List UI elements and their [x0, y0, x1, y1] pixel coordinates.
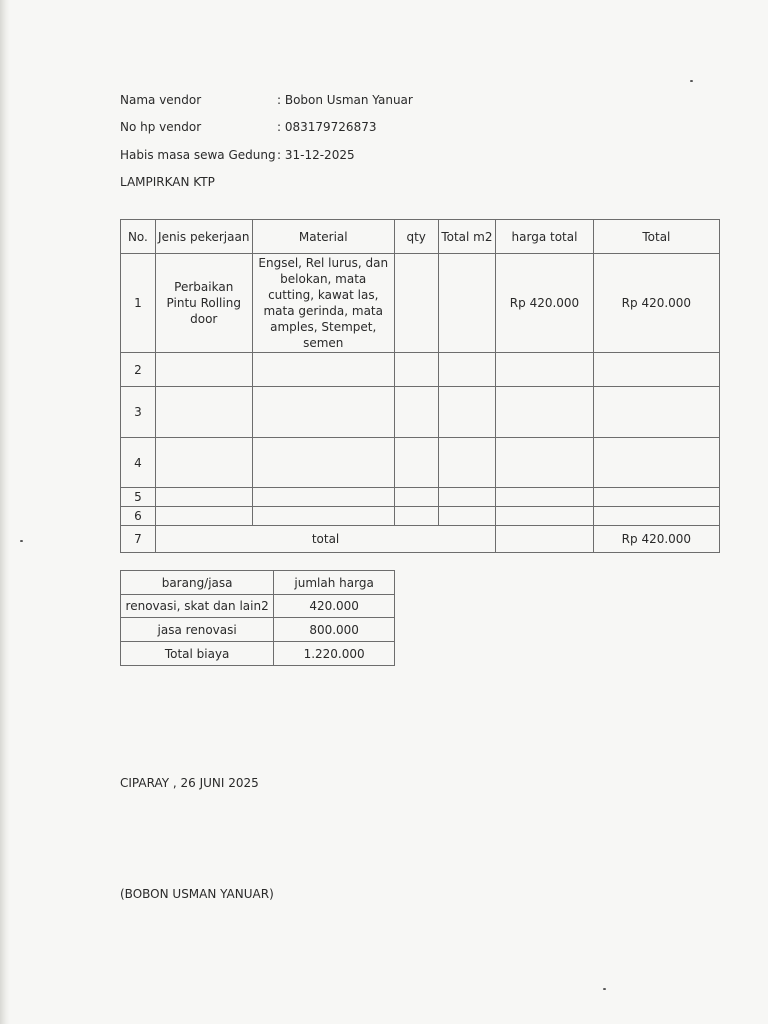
- row-jenis: [155, 438, 252, 488]
- row-m2: [438, 488, 496, 507]
- scan-edge-shadow: [0, 0, 10, 1024]
- place-date: CIPARAY , 26 JUNI 2025: [120, 776, 259, 790]
- row-material: [252, 353, 394, 387]
- vendor-name-value: : Bobon Usman Yanuar: [277, 93, 413, 107]
- table-header-row: [121, 220, 720, 254]
- row-harga: [496, 387, 594, 438]
- signatory-name: (BOBON USMAN YANUAR): [120, 887, 274, 901]
- table-row: [121, 507, 720, 526]
- vendor-phone-label: No hp vendor: [120, 120, 202, 134]
- summary-row: [121, 642, 395, 666]
- row-no: 2: [121, 353, 156, 387]
- row-no: 3: [121, 387, 156, 438]
- row-jenis: Perbaikan Pintu Rolling door: [155, 254, 252, 353]
- row-jenis: [155, 353, 252, 387]
- vendor-phone-value: : 083179726873: [277, 120, 377, 134]
- total-row-no: 7: [121, 526, 156, 553]
- row-qty: [394, 254, 438, 353]
- table-row: [121, 387, 720, 438]
- row-material: [252, 438, 394, 488]
- header-total-m2: Total m2: [438, 220, 496, 254]
- header-harga-total: harga total: [496, 220, 594, 254]
- row-qty: [394, 438, 438, 488]
- table-row: [121, 488, 720, 507]
- header-jenis: Jenis pekerjaan: [155, 220, 252, 254]
- summary-row: [121, 618, 395, 642]
- row-qty: [394, 488, 438, 507]
- summary-item: Total biaya: [121, 642, 274, 666]
- row-harga: [496, 488, 594, 507]
- header-no: No.: [121, 220, 156, 254]
- row-jenis: [155, 387, 252, 438]
- scan-speck: [603, 988, 606, 990]
- attachment-note: LAMPIRKAN KTP: [120, 175, 215, 189]
- header-material: Material: [252, 220, 394, 254]
- row-no: 1: [121, 254, 156, 353]
- summary-row: [121, 595, 395, 618]
- row-total: [593, 353, 719, 387]
- row-qty: [394, 387, 438, 438]
- row-m2: [438, 353, 496, 387]
- row-no: 6: [121, 507, 156, 526]
- row-material: [252, 488, 394, 507]
- total-row-label: total: [155, 526, 495, 553]
- row-harga: [496, 438, 594, 488]
- total-row-harga: [496, 526, 594, 553]
- table-row: [121, 438, 720, 488]
- summary-header-amount: jumlah harga: [274, 571, 395, 595]
- row-material: [252, 507, 394, 526]
- row-harga: Rp 420.000: [496, 254, 594, 353]
- row-m2: [438, 438, 496, 488]
- row-total: [593, 387, 719, 438]
- summary-item: jasa renovasi: [121, 618, 274, 642]
- vendor-name-label: Nama vendor: [120, 93, 202, 107]
- cost-summary-table: [120, 570, 395, 666]
- summary-item: renovasi, skat dan lain2: [121, 595, 274, 618]
- total-row: [121, 526, 720, 553]
- summary-amount: 420.000: [274, 595, 395, 618]
- scan-speck: [20, 540, 23, 542]
- table-row: [121, 254, 720, 353]
- row-harga: [496, 507, 594, 526]
- row-qty: [394, 507, 438, 526]
- lease-end-label: Habis masa sewa Gedung: [120, 148, 276, 162]
- scan-speck: [690, 80, 693, 82]
- row-m2: [438, 507, 496, 526]
- summary-header-item: barang/jasa: [121, 571, 274, 595]
- row-material: [252, 387, 394, 438]
- row-no: 5: [121, 488, 156, 507]
- row-total: [593, 488, 719, 507]
- row-qty: [394, 353, 438, 387]
- row-harga: [496, 353, 594, 387]
- row-m2: [438, 254, 496, 353]
- summary-amount: 1.220.000: [274, 642, 395, 666]
- row-jenis: [155, 488, 252, 507]
- row-total: Rp 420.000: [593, 254, 719, 353]
- summary-amount: 800.000: [274, 618, 395, 642]
- row-total: [593, 438, 719, 488]
- lease-end-value: : 31-12-2025: [277, 148, 355, 162]
- total-row-total: Rp 420.000: [593, 526, 719, 553]
- row-jenis: [155, 507, 252, 526]
- work-items-table: [120, 219, 720, 553]
- row-no: 4: [121, 438, 156, 488]
- row-material: Engsel, Rel lurus, dan belokan, mata cutting, kawat las, mata gerinda, mata amples, Stempet, semen: [252, 254, 394, 353]
- header-qty: qty: [394, 220, 438, 254]
- header-total: Total: [593, 220, 719, 254]
- summary-header-row: [121, 571, 395, 595]
- row-total: [593, 507, 719, 526]
- table-row: [121, 353, 720, 387]
- row-m2: [438, 387, 496, 438]
